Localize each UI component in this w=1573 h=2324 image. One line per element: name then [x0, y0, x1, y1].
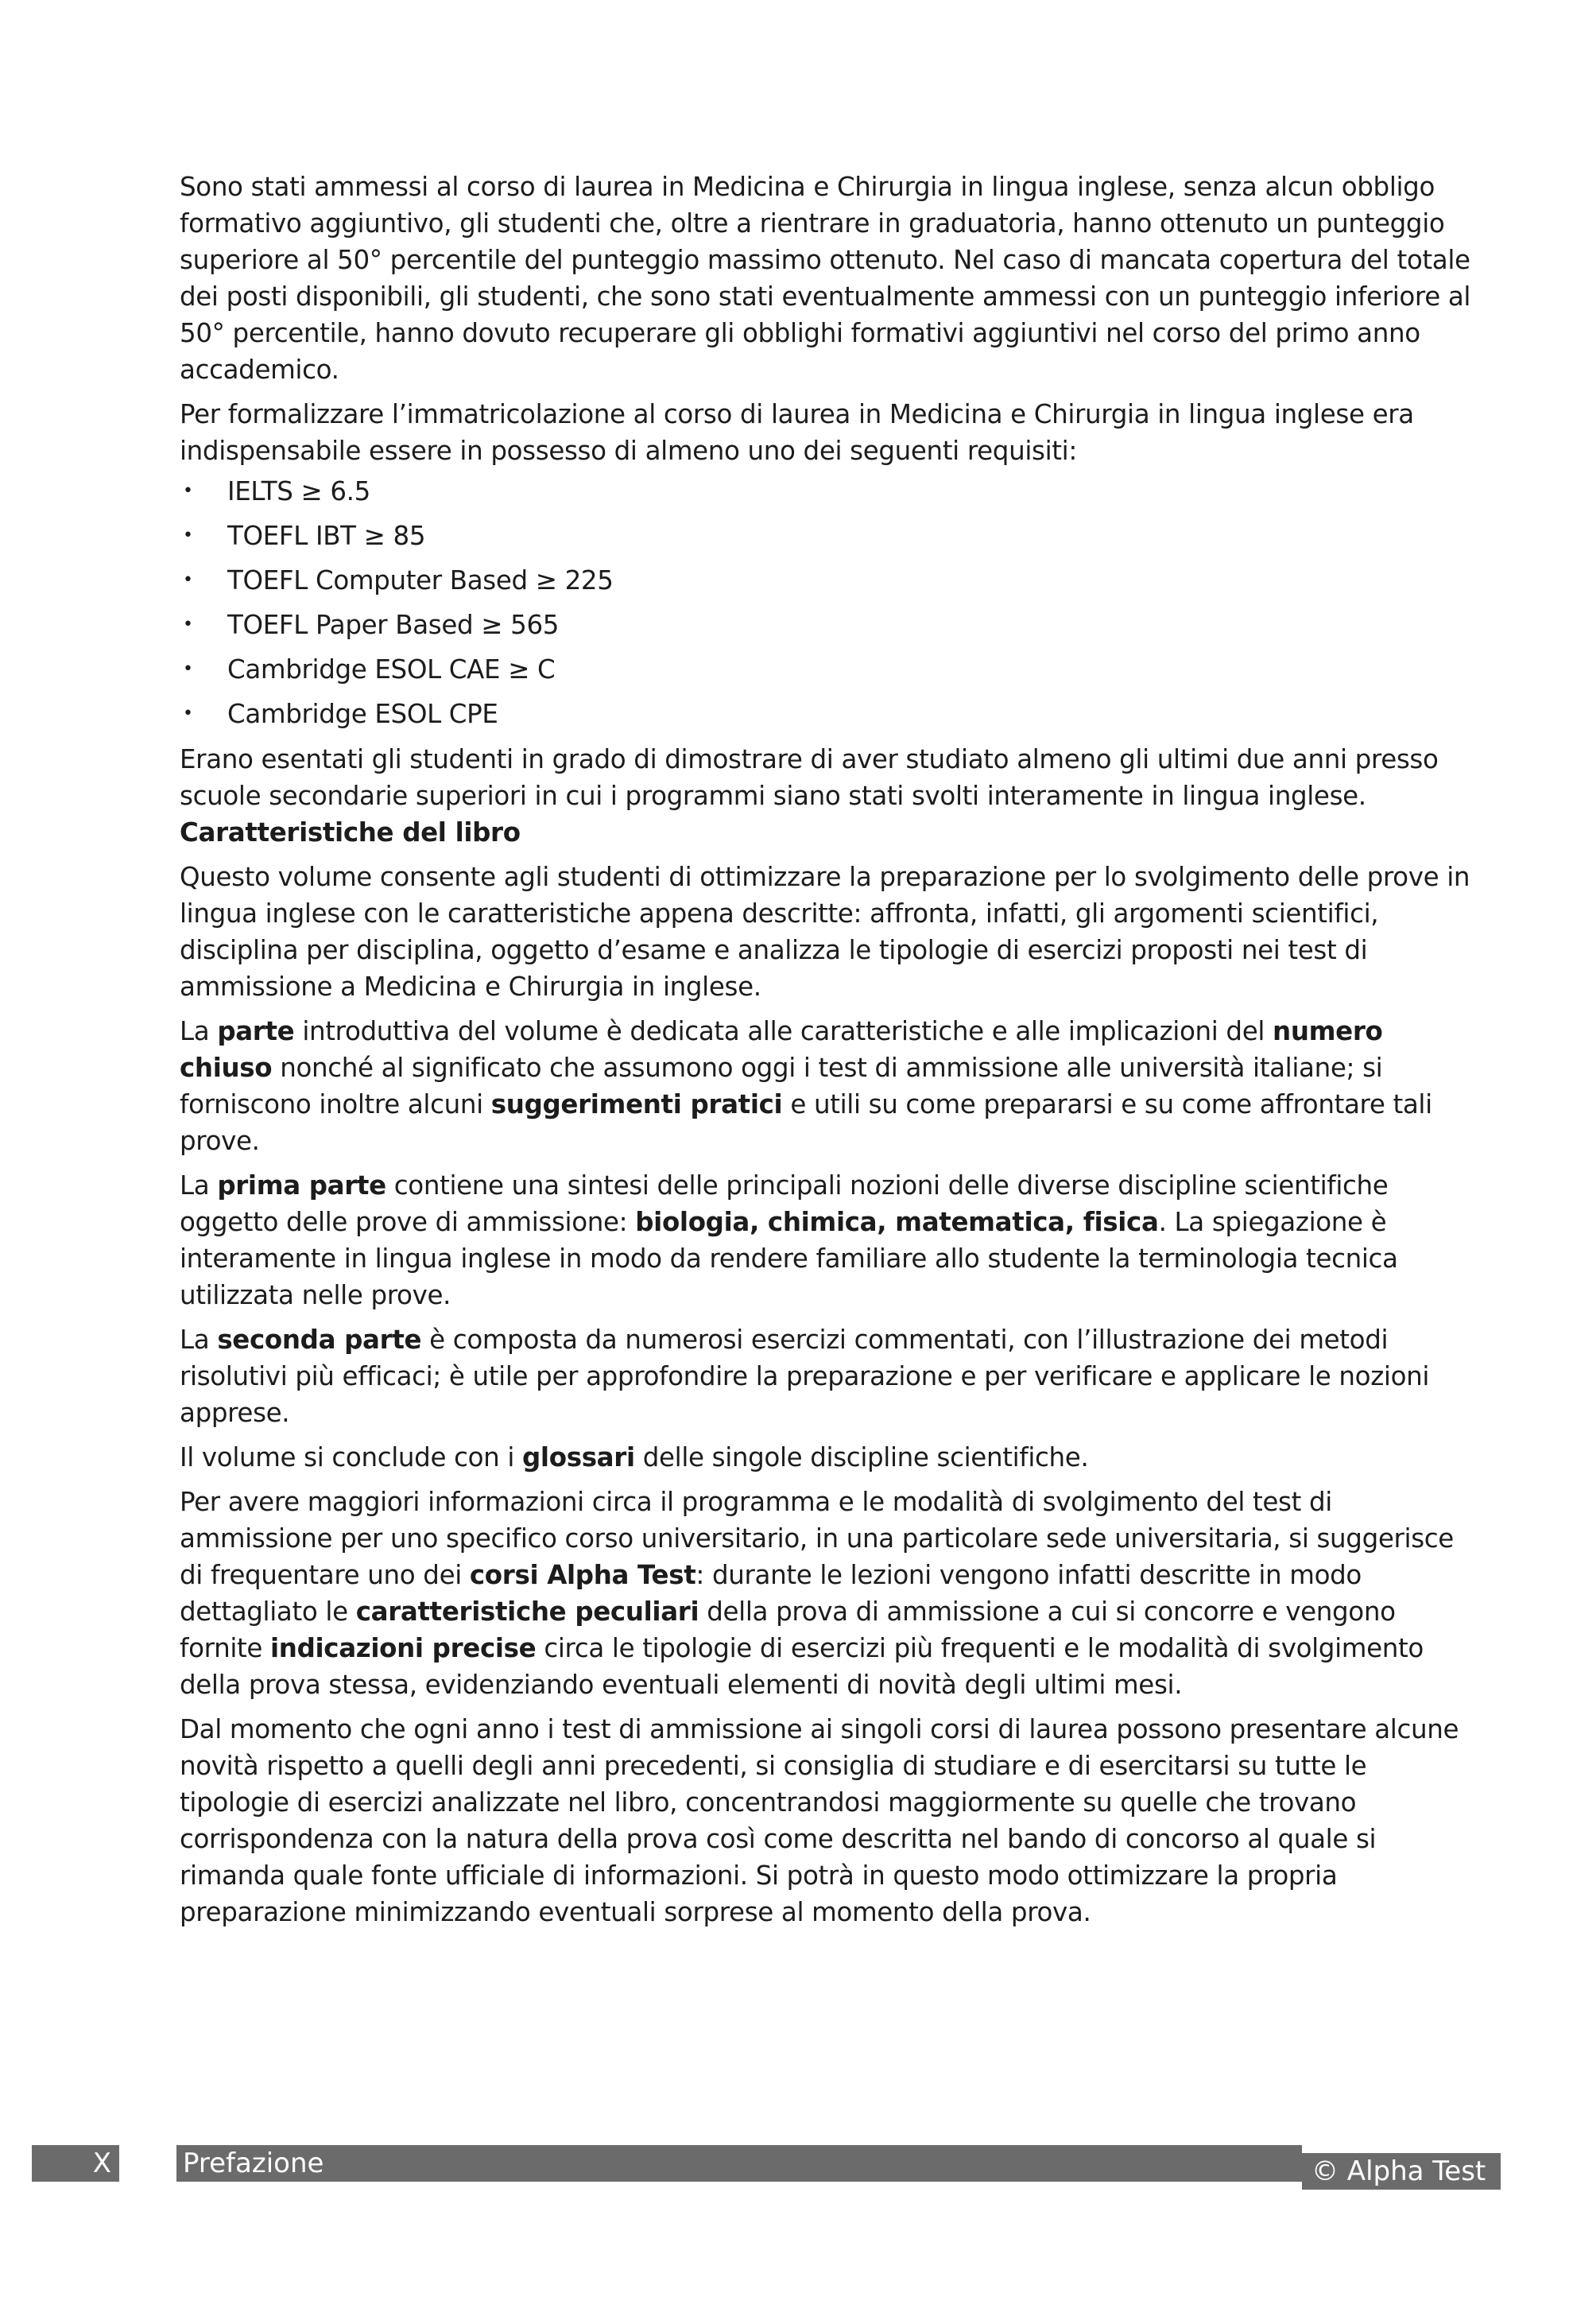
text-run: circa le tipologie di esercizi più frequenti e le modalità di svolgimento della prova stessa, evidenziando eventuali elementi di novità degli ultimi mesi.	[180, 1633, 1424, 1700]
text-run: : durante le lezioni vengono infatti descritte in modo dettagliato le	[180, 1560, 1362, 1627]
list-item: • Cambridge ESOL CPE	[180, 692, 1475, 736]
text-run: La	[180, 1016, 218, 1046]
bold-text: seconda parte	[217, 1325, 422, 1355]
paragraph-exemptions: Erano esentati gli studenti in grado di dimostrare di aver studiato almeno gli ultimi due anni presso scuole secondarie superiori in cui i programmi siano stati svolti interamente in lingua inglese.	[180, 744, 1439, 811]
bold-text: biologia, chimica, matematica, fisica	[635, 1207, 1159, 1237]
copyright-label: © Alpha Test	[1311, 2155, 1486, 2187]
paragraph-admission-rules: Sono stati ammessi al corso di laurea in Medicina e Chirurgia in lingua inglese, senza alcun obbligo formativo aggiuntivo, gli studenti che, oltre a rientrare in graduatoria, hanno ottenuto un punteggio superiore al 50° percentile del punteggio massimo ottenuto. Nel caso di mancata copertura del totale dei posti disponibili, gli studenti, che sono stati eventualmente ammessi con un punteggio inferiore al 50° percentile, hanno dovuto recuperare gli obblighi formativi aggiuntivi nel corso del primo anno accademico.	[180, 172, 1471, 385]
paragraph-requirements-intro: Per formalizzare l’immatricolazione al corso di laurea in Medicina e Chirurgia in lingua inglese era indispensabile essere in possesso di almeno uno dei seguenti requisiti:	[180, 399, 1414, 466]
bold-text: prima parte	[217, 1170, 386, 1201]
paragraph-advice: Dal momento che ogni anno i test di ammissione ai singoli corsi di laurea possono presentare alcune novità rispetto a quelli degli anni precedenti, si consiglia di studiare e di esercitarsi su tutte le tipologie di esercizi analizzate nel libro, concentrandosi maggiormente su quelle che trovano corrispondenza con la natura della prova così come descritta nel bando di concorso al quale si rimanda quale fonte ufficiale di informazioni. Si potrà in questo modo ottimizzare la propria preparazione minimizzando eventuali sorprese al momento della prova.	[180, 1714, 1459, 1927]
list-item: • TOEFL Computer Based ≥ 225	[180, 558, 1475, 603]
page-footer	[0, 2142, 1573, 2190]
paragraph-first-part	[180, 1167, 1475, 1313]
text-run: della prova di ammissione a cui si concorre e vengono fornite	[180, 1597, 1396, 1663]
text-run: . La spiegazione è interamente in lingua inglese in modo da rendere familiare allo studente la terminologia tecnica utilizzata nelle prove.	[180, 1207, 1398, 1310]
text-run: La	[180, 1170, 218, 1201]
list-item: • Cambridge ESOL CAE ≥ C	[180, 647, 1475, 692]
text-run: è composta da numerosi esercizi commentati, con l’illustrazione dei metodi risolutivi più efficaci; è utile per approfondire la preparazione e per verificare e applicare le nozioni apprese.	[180, 1325, 1430, 1428]
bold-text: indicazioni precise	[270, 1633, 537, 1663]
bold-text: corsi Alpha Test	[469, 1560, 696, 1590]
paragraph-glossaries	[180, 1439, 1475, 1476]
page-number-label: X	[92, 2147, 111, 2179]
text-run: e utili su come prepararsi e su come affrontare tali prove.	[180, 1089, 1432, 1156]
page-number	[32, 2145, 119, 2182]
requirements-list	[180, 469, 1475, 736]
text-run: introduttiva del volume è dedicata alle caratteristiche e alle implicazioni del	[294, 1016, 1273, 1046]
section-title-bar	[176, 2145, 1302, 2182]
page-body	[180, 169, 1475, 1938]
text-run: contiene una sintesi delle principali nozioni delle diverse discipline scientifiche oggetto delle prove di ammissione:	[180, 1170, 1389, 1237]
text-run: Il volume si conclude con i	[180, 1442, 523, 1472]
list-item: • IELTS ≥ 6.5	[180, 469, 1475, 514]
paragraph-second-part	[180, 1321, 1475, 1431]
bold-text: caratteristiche peculiari	[355, 1597, 699, 1627]
bold-text: glossari	[522, 1442, 635, 1472]
paragraph-book-purpose: Questo volume consente agli studenti di ottimizzare la preparazione per lo svolgimento delle prove in lingua inglese con le caratteristiche appena descritte: affronta, infatti, gli argomenti scientifici, disciplina per disciplina, oggetto d’esame e analizza le tipologie di esercizi proposti nei test di ammissione a Medicina e Chirurgia in inglese.	[180, 862, 1470, 1002]
text-run: nonché al significato che assumono oggi i test di ammissione alle università italiane; si forniscono inoltre alcuni	[180, 1053, 1383, 1119]
text-run: delle singole discipline scientifiche.	[634, 1442, 1089, 1472]
bold-text: parte	[217, 1016, 295, 1046]
bold-text: numero chiuso	[180, 1016, 1383, 1083]
copyright-badge	[1302, 2153, 1501, 2190]
section-title-label: Prefazione	[183, 2147, 324, 2179]
bold-text: suggerimenti pratici	[490, 1089, 783, 1119]
text-run: La	[180, 1325, 218, 1355]
paragraph-courses	[180, 1484, 1475, 1703]
list-item: • TOEFL IBT ≥ 85	[180, 514, 1475, 558]
list-item: • TOEFL Paper Based ≥ 565	[180, 603, 1475, 647]
text-run: Per avere maggiori informazioni circa il programma e le modalità di svolgimento del test di ammissione per uno specifico corso universitario, in una particolare sede universitaria, si suggerisce di frequentare uno dei	[180, 1487, 1454, 1590]
section-heading: Caratteristiche del libro	[180, 817, 521, 848]
paragraph-intro-part	[180, 1013, 1475, 1159]
